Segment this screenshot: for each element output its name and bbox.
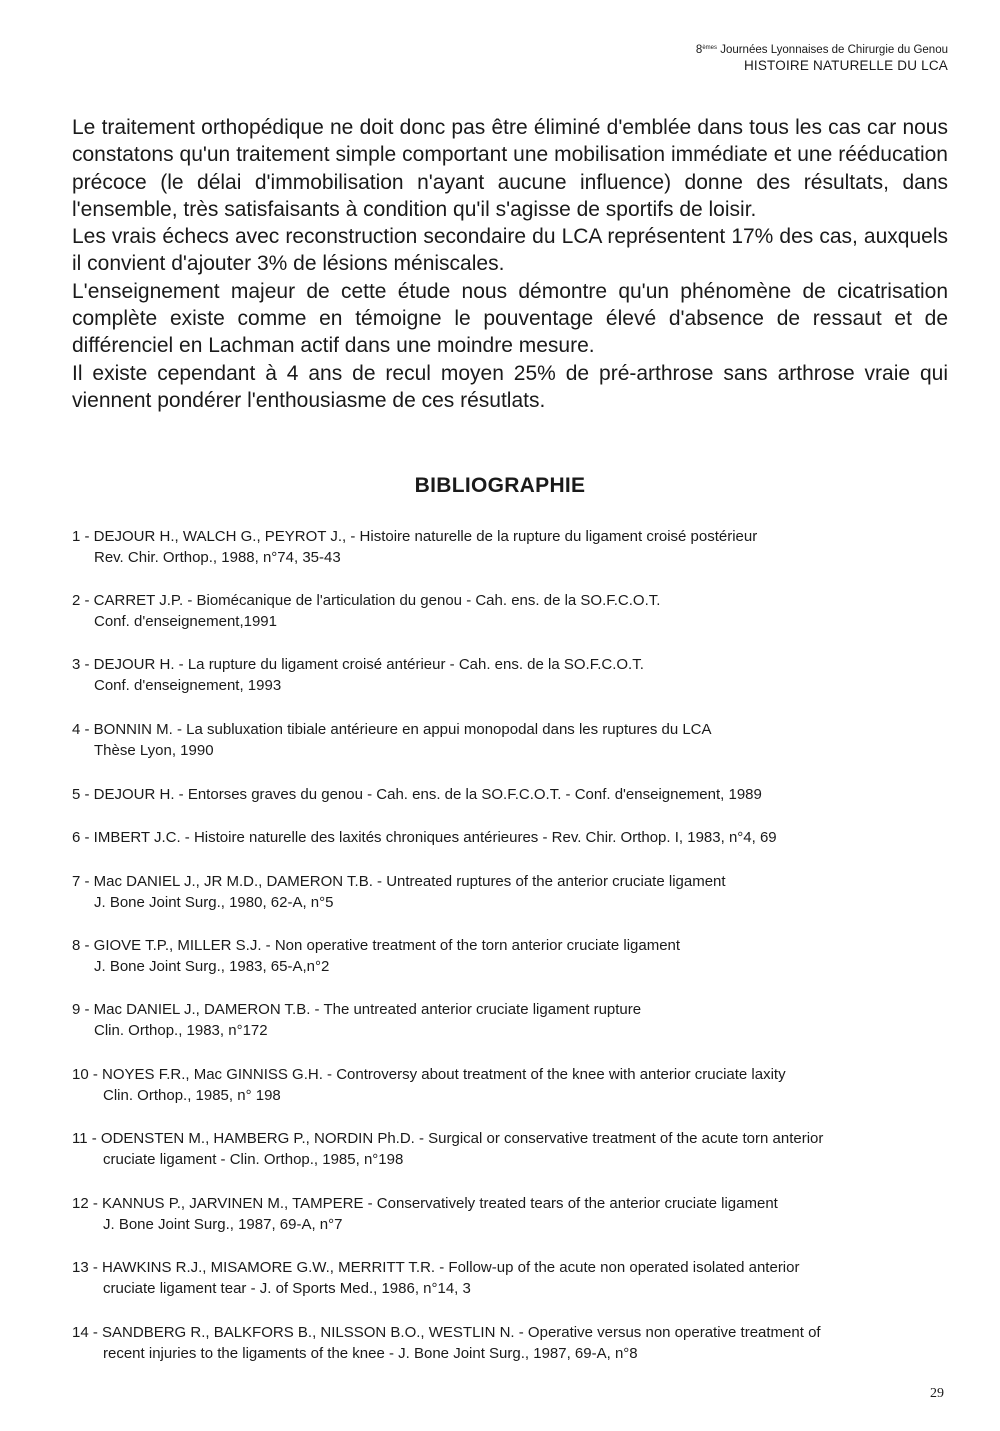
reference-line1: 2 - CARRET J.P. - Biomécanique de l'articulation du genou - Cah. ens. de la SO.F.C.O.T. [72, 592, 661, 609]
reference-line1: 12 - KANNUS P., JARVINEN M., TAMPERE - Conservatively treated tears of the anterior cruciate ligament [72, 1195, 778, 1212]
reference-line1: 11 - ODENSTEN M., HAMBERG P., NORDIN Ph.D. - Surgical or conservative treatment of the acute torn anterior [72, 1130, 824, 1147]
reference-2 [72, 590, 952, 632]
reference-line1: 3 - DEJOUR H. - La rupture du ligament croisé antérieur - Cah. ens. de la SO.F.C.O.T. [72, 656, 644, 673]
reference-5 [72, 784, 952, 805]
reference-line1: 7 - Mac DANIEL J., JR M.D., DAMERON T.B. - Untreated ruptures of the anterior cruciate ligament [72, 873, 726, 890]
reference-8 [72, 935, 952, 977]
reference-line2: cruciate ligament - Clin. Orthop., 1985, n°198 [103, 1151, 404, 1168]
reference-line2: J. Bone Joint Surg., 1980, 62-A, n°5 [94, 894, 334, 911]
header-topic: HISTOIRE NATURELLE DU LCA [743, 58, 948, 73]
conclusion-text [72, 114, 948, 414]
reference-line2: Clin. Orthop., 1985, n° 198 [103, 1087, 281, 1104]
reference-7 [72, 871, 952, 913]
header-edition: 8 [695, 44, 703, 56]
header-event-line [696, 40, 948, 58]
reference-1 [72, 526, 952, 568]
reference-line1: 1 - DEJOUR H., WALCH G., PEYROT J., - Histoire naturelle de la rupture du ligament croisé postérieur [72, 528, 758, 545]
reference-12 [72, 1193, 952, 1235]
reference-line1: 5 - DEJOUR H. - Entorses graves du genou - Cah. ens. de la SO.F.C.O.T. - Conf. d'enseignement, 1989 [72, 786, 762, 803]
header-edition-suffix: èmes [702, 45, 717, 51]
reference-6 [72, 827, 952, 848]
reference-13 [72, 1257, 952, 1299]
reference-line2: Conf. d'enseignement, 1993 [94, 677, 282, 694]
reference-line1: 10 - NOYES F.R., Mac GINNISS G.H. - Controversy about treatment of the knee with anterior cruciate laxity [72, 1066, 786, 1083]
reference-line1: 8 - GIOVE T.P., MILLER S.J. - Non operative treatment of the torn anterior cruciate ligament [72, 937, 681, 954]
paragraph-4: Il existe cependant à 4 ans de recul moyen 25% de pré-arthrose sans arthrose vraie qui viennent pondérer l'enthousiasme de ces résutlats. [72, 361, 948, 412]
reference-line1: 9 - Mac DANIEL J., DAMERON T.B. - The untreated anterior cruciate ligament rupture [72, 1001, 642, 1018]
page-number: 29 [930, 1386, 944, 1401]
bibliography-title: BIBLIOGRAPHIE [414, 474, 586, 497]
reference-line2: J. Bone Joint Surg., 1983, 65-A,n°2 [94, 958, 330, 975]
reference-line1: 4 - BONNIN M. - La subluxation tibiale antérieure en appui monopodal dans les ruptures du LCA [72, 721, 712, 738]
reference-line1: 6 - IMBERT J.C. - Histoire naturelle des laxités chroniques antérieures - Rev. Chir. Orthop. I, 1983, n°4, 69 [72, 829, 777, 846]
reference-line2: cruciate ligament tear - J. of Sports Med., 1986, n°14, 3 [103, 1280, 471, 1297]
reference-14 [72, 1322, 952, 1364]
paragraph-1: Le traitement orthopédique ne doit donc pas être éliminé d'emblée dans tous les cas car nous constatons qu'un traitement simple comportant une mobilisation immédiate et une rééducation précoce (le délai d'immobilisation n'ayant aucune influence) donne des résultats, dans l'ensemble, très satisfaisants à condition qu'il s'agisse de sportifs de loisir. [72, 116, 948, 221]
reference-line1: 14 - SANDBERG R., BALKFORS B., NILSSON B.O., WESTLIN N. - Operative versus non operative treatment of [72, 1324, 821, 1341]
reference-3 [72, 654, 952, 696]
reference-line2: Conf. d'enseignement,1991 [94, 613, 277, 630]
paragraph-3: L'enseignement majeur de cette étude nous démontre qu'un phénomène de cicatrisation complète existe comme en témoigne le pouventage élevé d'absence de ressaut et de différenciel en Lachman actif dans une moindre mesure. [72, 279, 948, 358]
reference-10 [72, 1064, 952, 1106]
reference-line2: J. Bone Joint Surg., 1987, 69-A, n°7 [103, 1216, 343, 1233]
header-event: Journées Lyonnaises de Chirurgie du Genou [720, 44, 948, 56]
reference-9 [72, 999, 952, 1041]
reference-line2: recent injuries to the ligaments of the knee - J. Bone Joint Surg., 1987, 69-A, n°8 [103, 1345, 638, 1362]
paragraph-2: Les vrais échecs avec reconstruction secondaire du LCA représentent 17% des cas, auxquels il convient d'ajouter 3% de lésions méniscales. [72, 225, 948, 276]
reference-line2: Rev. Chir. Orthop., 1988, n°74, 35-43 [94, 549, 341, 566]
reference-4 [72, 719, 952, 761]
running-header [696, 40, 948, 74]
reference-line2: Clin. Orthop., 1983, n°172 [94, 1022, 268, 1039]
reference-11 [72, 1128, 952, 1170]
reference-line2: Thèse Lyon, 1990 [94, 742, 214, 759]
reference-line1: 13 - HAWKINS R.J., MISAMORE G.W., MERRITT T.R. - Follow-up of the acute non operated isolated anterior [72, 1259, 800, 1276]
